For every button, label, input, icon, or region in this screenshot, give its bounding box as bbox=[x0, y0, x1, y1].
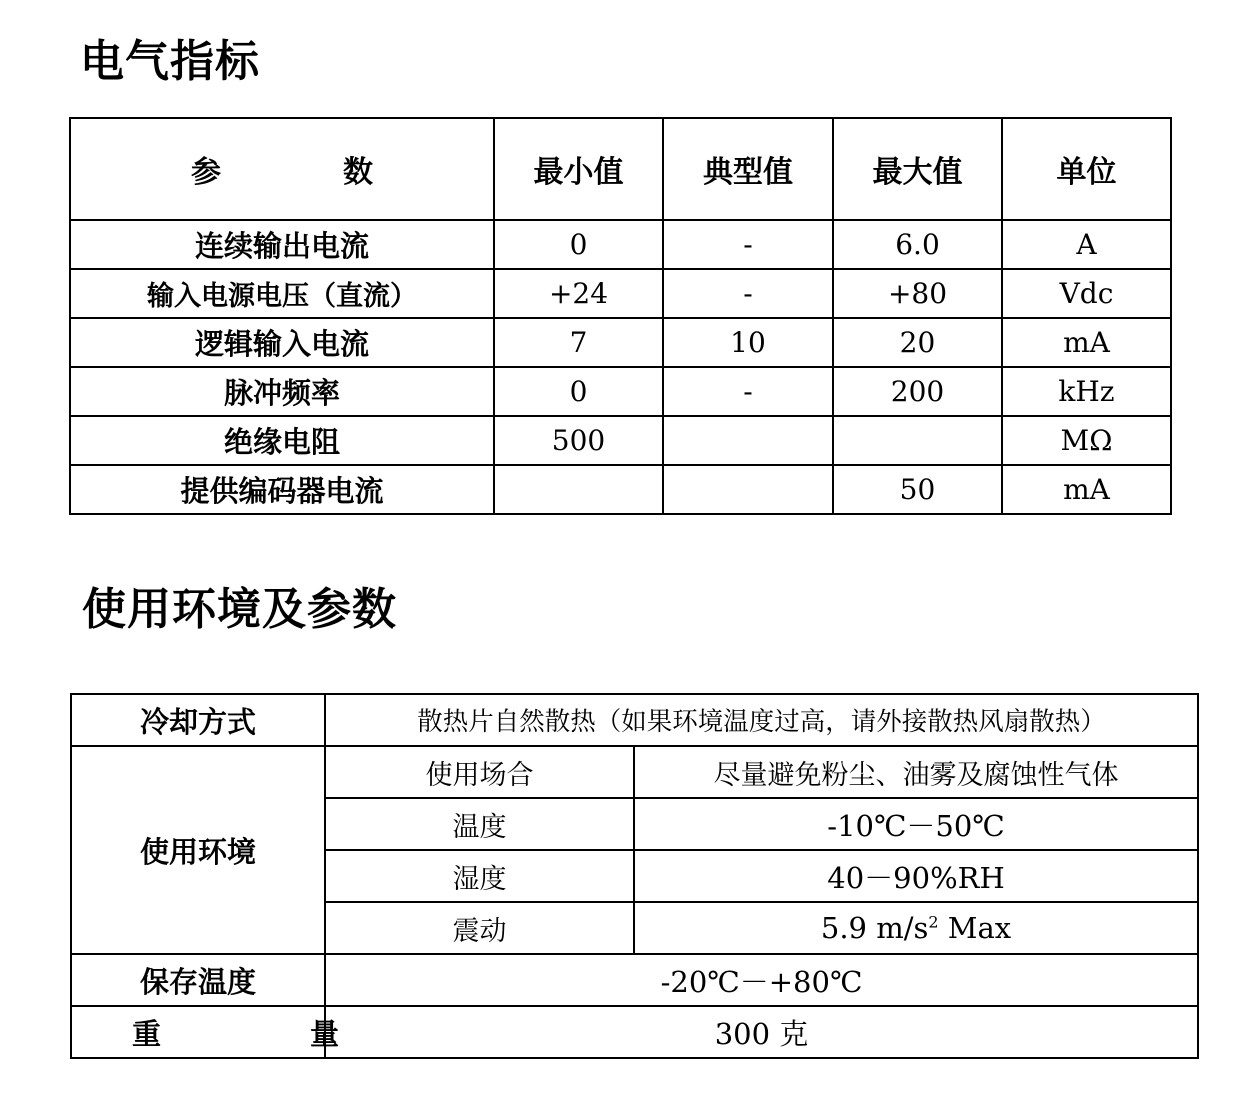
max-value: 200 bbox=[833, 367, 1002, 416]
humidity-label: 湿度 bbox=[325, 850, 634, 902]
table-row bbox=[71, 746, 1198, 798]
min-value: 0 bbox=[494, 367, 663, 416]
table-row bbox=[70, 318, 1171, 367]
unit-value: A bbox=[1002, 220, 1171, 269]
min-value: 500 bbox=[494, 416, 663, 465]
usage-place-label: 使用场合 bbox=[325, 746, 634, 798]
param-name: 脉冲频率 bbox=[70, 367, 494, 416]
typ-value bbox=[663, 465, 833, 514]
usage-place-value: 尽量避免粉尘、油雾及腐蚀性气体 bbox=[634, 746, 1198, 798]
header-param: 参 数 bbox=[70, 118, 494, 220]
max-value: 20 bbox=[833, 318, 1002, 367]
usage-env-label: 使用环境 bbox=[71, 746, 325, 954]
table-row bbox=[70, 220, 1171, 269]
cooling-label: 冷却方式 bbox=[71, 694, 325, 746]
unit-value: mA bbox=[1002, 318, 1171, 367]
vibration-exponent: 2 bbox=[928, 912, 939, 932]
table-row bbox=[71, 1006, 1198, 1058]
min-value: +24 bbox=[494, 269, 663, 318]
typ-value: - bbox=[663, 367, 833, 416]
table-header-row bbox=[70, 118, 1171, 220]
unit-value: Vdc bbox=[1002, 269, 1171, 318]
table-row bbox=[70, 416, 1171, 465]
unit-value: MΩ bbox=[1002, 416, 1171, 465]
max-value: 50 bbox=[833, 465, 1002, 514]
typ-value: - bbox=[663, 220, 833, 269]
vibration-label: 震动 bbox=[325, 902, 634, 954]
table-row bbox=[70, 465, 1171, 514]
electrical-specs-table bbox=[69, 117, 1172, 515]
min-value bbox=[494, 465, 663, 514]
humidity-value: 40－90%RH bbox=[634, 850, 1198, 902]
param-name: 输入电源电压（直流） bbox=[70, 269, 494, 318]
vibration-base: 5.9 m/s bbox=[820, 911, 929, 945]
max-value: +80 bbox=[833, 269, 1002, 318]
param-name: 逻辑输入电流 bbox=[70, 318, 494, 367]
header-min: 最小值 bbox=[494, 118, 663, 220]
typ-value bbox=[663, 416, 833, 465]
storage-temp-value: -20℃－+80℃ bbox=[325, 954, 1198, 1006]
environment-section-title: 使用环境及参数 bbox=[82, 584, 397, 635]
temperature-value: -10℃－50℃ bbox=[634, 798, 1198, 850]
vibration-tail: Max bbox=[938, 911, 1012, 945]
param-name: 提供编码器电流 bbox=[70, 465, 494, 514]
param-name: 连续输出电流 bbox=[70, 220, 494, 269]
max-value: 6.0 bbox=[833, 220, 1002, 269]
table-row bbox=[70, 367, 1171, 416]
header-unit: 单位 bbox=[1002, 118, 1171, 220]
typ-value: - bbox=[663, 269, 833, 318]
environment-table bbox=[70, 693, 1199, 1059]
header-typ: 典型值 bbox=[663, 118, 833, 220]
min-value: 7 bbox=[494, 318, 663, 367]
param-name: 绝缘电阻 bbox=[70, 416, 494, 465]
table-row bbox=[71, 954, 1198, 1006]
weight-value: 300 克 bbox=[325, 1006, 1198, 1058]
table-row bbox=[71, 694, 1198, 746]
electrical-section-title: 电气指标 bbox=[80, 36, 260, 87]
header-max: 最大值 bbox=[833, 118, 1002, 220]
cooling-value: 散热片自然散热（如果环境温度过高，请外接散热风扇散热） bbox=[325, 694, 1198, 746]
vibration-value bbox=[634, 902, 1198, 954]
table-row bbox=[70, 269, 1171, 318]
temperature-label: 温度 bbox=[325, 798, 634, 850]
weight-label: 重 量 bbox=[71, 1006, 325, 1058]
typ-value: 10 bbox=[663, 318, 833, 367]
unit-value: kHz bbox=[1002, 367, 1171, 416]
max-value bbox=[833, 416, 1002, 465]
storage-temp-label: 保存温度 bbox=[71, 954, 325, 1006]
unit-value: mA bbox=[1002, 465, 1171, 514]
min-value: 0 bbox=[494, 220, 663, 269]
